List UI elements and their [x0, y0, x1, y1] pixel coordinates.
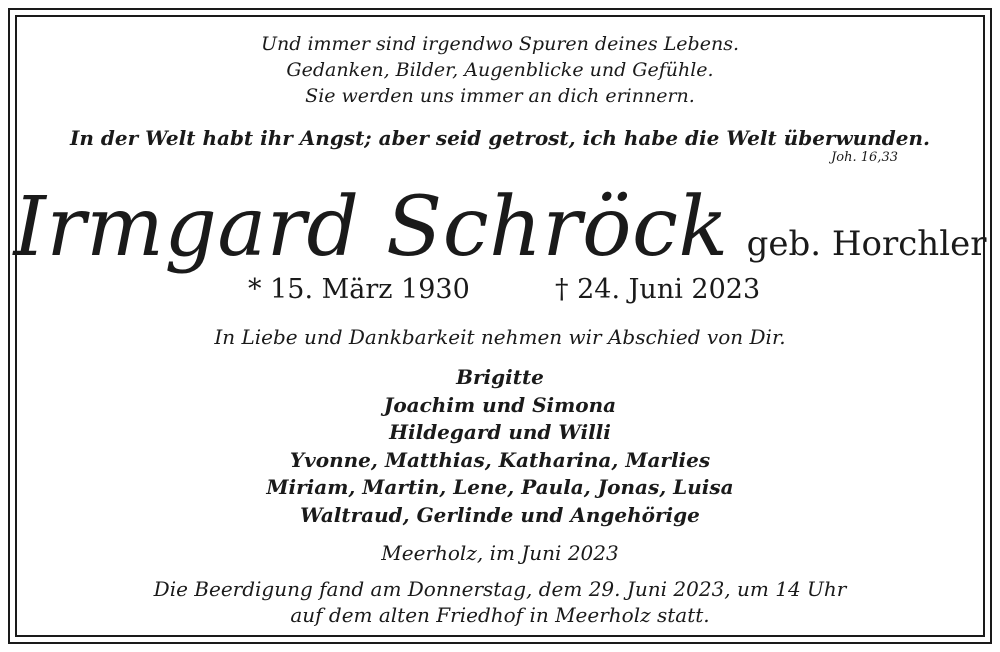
- family-member: Joachim und Simona: [383, 392, 617, 417]
- deceased-name-row: [0, 180, 1000, 275]
- funeral-line: Die Beerdigung fand am Donnerstag, dem 29. Juni 2023, um 14 Uhr: [153, 577, 847, 601]
- family-member: Brigitte: [456, 365, 544, 389]
- place-date: Meerholz, im Juni 2023: [381, 541, 619, 565]
- funeral-line: auf dem alten Friedhof in Meerholz statt.: [290, 603, 710, 627]
- deceased-name: Irmgard Schröck: [13, 180, 729, 275]
- funeral-info: [0, 576, 1000, 628]
- family-member: Miriam, Martin, Lene, Paula, Jonas, Luisa: [266, 475, 734, 499]
- poem-line: Und immer sind irgendwo Spuren deines Lebens.: [261, 33, 739, 55]
- family-list: [0, 364, 1000, 529]
- verse-reference: Joh. 16,33: [831, 150, 898, 165]
- bible-verse: In der Welt habt ihr Angst; aber seid getrost, ich habe die Welt überwunden.: [70, 126, 930, 150]
- poem-line: Sie werden uns immer an dich erinnern.: [305, 85, 695, 107]
- poem-line: Gedanken, Bilder, Augenblicke und Gefühle.: [286, 59, 714, 81]
- poem-block: [0, 31, 1000, 109]
- family-member: Hildegard und Willi: [389, 420, 611, 444]
- birth-date: * 15. März 1930: [248, 274, 470, 305]
- birth-name: geb. Horchler: [746, 224, 987, 264]
- death-date: † 24. Juni 2023: [555, 274, 761, 305]
- family-member: Waltraud, Gerlinde und Angehörige: [300, 502, 700, 527]
- family-member: Yvonne, Matthias, Katharina, Marlies: [289, 447, 711, 472]
- farewell-text: In Liebe und Dankbarkeit nehmen wir Abschied von Dir.: [214, 325, 786, 349]
